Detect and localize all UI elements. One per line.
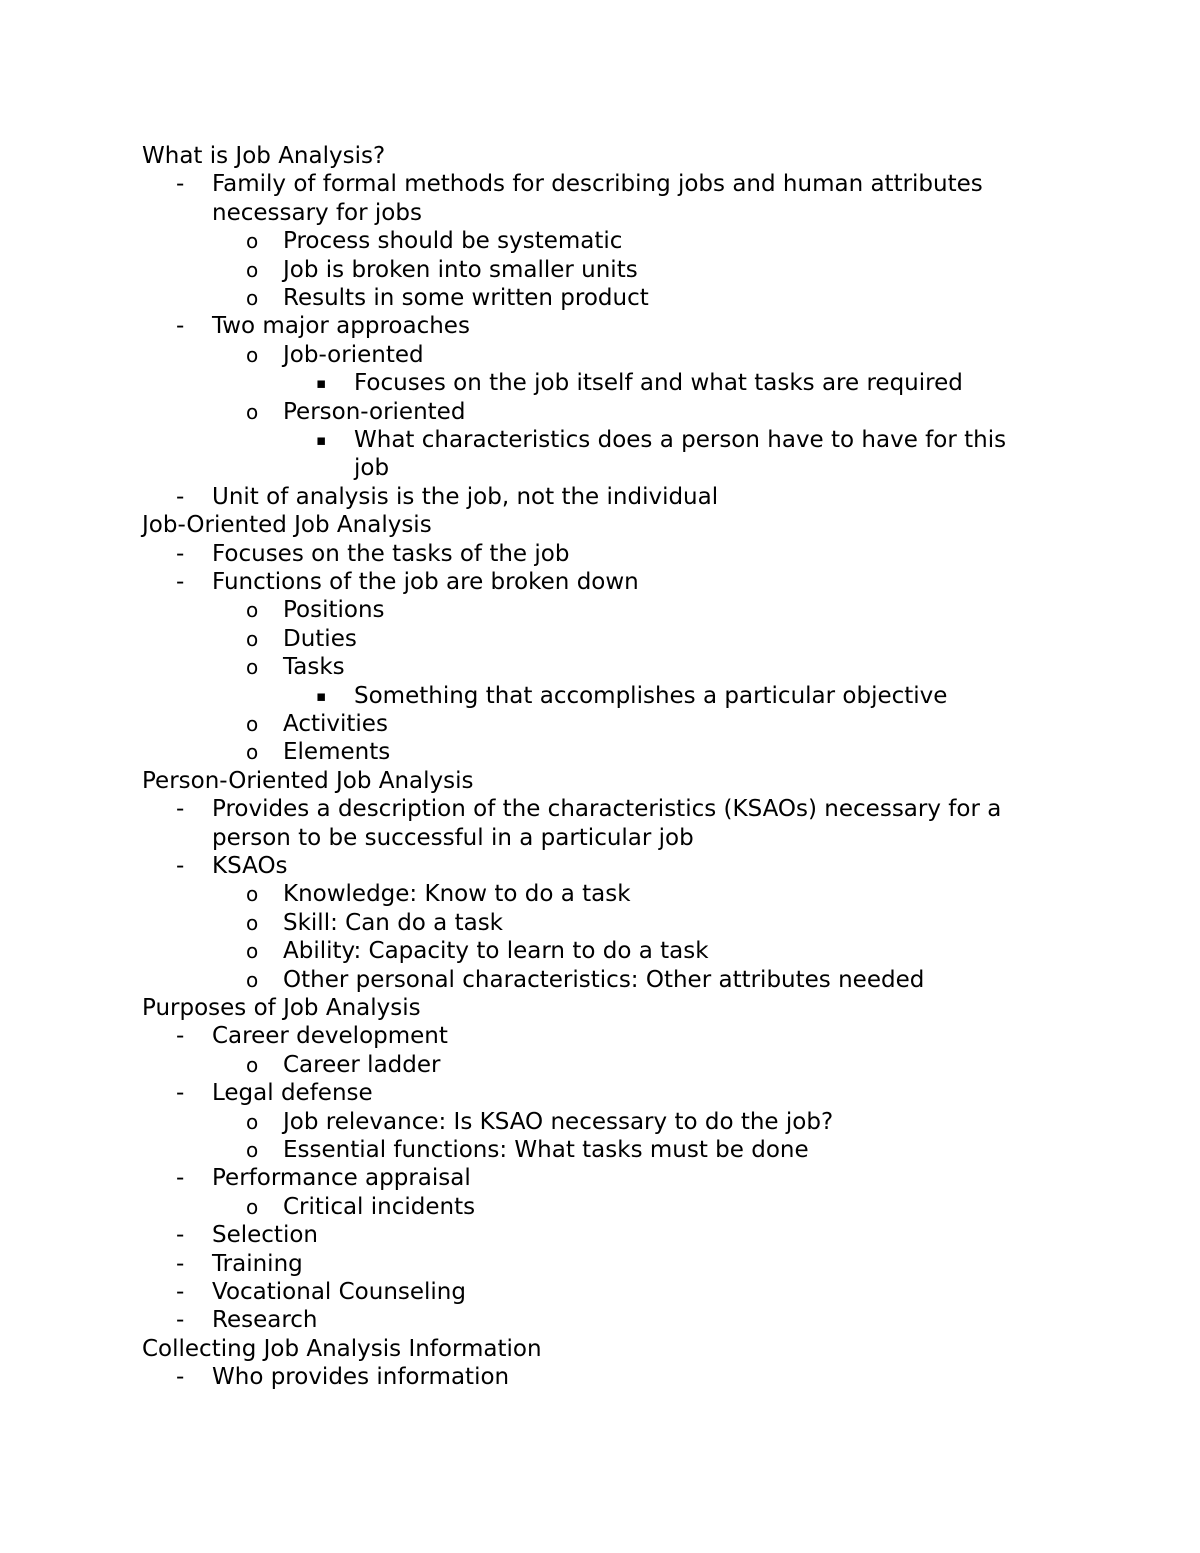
circle-bullet-marker: o: [246, 1138, 259, 1162]
sub-bullet-item: Career ladder: [283, 1052, 441, 1078]
circle-bullet-marker: o: [246, 229, 259, 253]
sub-bullet-item: Other personal characteristics: Other attributes needed: [283, 967, 925, 993]
bullet-item: Two major approaches: [212, 313, 470, 339]
sub-bullet-item: Knowledge: Know to do a task: [283, 881, 631, 907]
sub-bullet-item: Job-oriented: [283, 342, 424, 368]
sub-bullet-item: Tasks: [283, 654, 345, 680]
sub-bullet-item: Positions: [283, 597, 385, 623]
sub-bullet-item: Skill: Can do a task: [283, 910, 503, 936]
bullet-item: Training: [212, 1251, 303, 1277]
circle-bullet-marker: o: [246, 258, 259, 282]
bullet-item: Vocational Counseling: [212, 1279, 466, 1305]
circle-bullet-marker: o: [246, 911, 259, 935]
dash-bullet-marker: -: [176, 484, 185, 510]
dash-bullet-marker: -: [176, 569, 185, 595]
dash-bullet-marker: -: [176, 796, 185, 822]
bullet-item: Unit of analysis is the job, not the individual: [212, 484, 719, 510]
circle-bullet-marker: o: [246, 598, 259, 622]
circle-bullet-marker: o: [246, 400, 259, 424]
bullet-item: Family of formal methods for describing jobs and human attributes: [212, 171, 983, 197]
circle-bullet-marker: o: [246, 343, 259, 367]
circle-bullet-marker: o: [246, 286, 259, 310]
section-heading: Job-Oriented Job Analysis: [142, 512, 432, 538]
sub-sub-bullet-item-continuation: job: [354, 455, 390, 481]
circle-bullet-marker: o: [246, 882, 259, 906]
circle-bullet-marker: o: [246, 1053, 259, 1077]
bullet-item-continuation: person to be successful in a particular job: [212, 825, 694, 851]
circle-bullet-marker: o: [246, 939, 259, 963]
sub-sub-bullet-item: Focuses on the job itself and what tasks are required: [354, 370, 963, 396]
bullet-item-continuation: necessary for jobs: [212, 200, 422, 226]
dash-bullet-marker: -: [176, 1023, 185, 1049]
bullet-item: Provides a description of the characteristics (KSAOs) necessary for a: [212, 796, 1002, 822]
section-heading: Collecting Job Analysis Information: [142, 1336, 542, 1362]
bullet-item: KSAOs: [212, 853, 288, 879]
bullet-item: Functions of the job are broken down: [212, 569, 639, 595]
square-bullet-marker: ▪: [316, 687, 327, 705]
bullet-item: Selection: [212, 1222, 318, 1248]
circle-bullet-marker: o: [246, 627, 259, 651]
dash-bullet-marker: -: [176, 1279, 185, 1305]
section-heading: Person-Oriented Job Analysis: [142, 768, 474, 794]
dash-bullet-marker: -: [176, 1165, 185, 1191]
sub-bullet-item: Critical incidents: [283, 1194, 476, 1220]
square-bullet-marker: ▪: [316, 374, 327, 392]
dash-bullet-marker: -: [176, 1222, 185, 1248]
dash-bullet-marker: -: [176, 1307, 185, 1333]
dash-bullet-marker: -: [176, 171, 185, 197]
sub-bullet-item: Job relevance: Is KSAO necessary to do the job?: [283, 1109, 834, 1135]
sub-bullet-item: Job is broken into smaller units: [283, 257, 638, 283]
sub-bullet-item: Duties: [283, 626, 357, 652]
sub-bullet-item: Person-oriented: [283, 399, 466, 425]
bullet-item: Career development: [212, 1023, 448, 1049]
dash-bullet-marker: -: [176, 541, 185, 567]
bullet-item: Who provides information: [212, 1364, 510, 1390]
square-bullet-marker: ▪: [316, 431, 327, 449]
dash-bullet-marker: -: [176, 1364, 185, 1390]
bullet-item: Legal defense: [212, 1080, 373, 1106]
dash-bullet-marker: -: [176, 313, 185, 339]
bullet-item: Research: [212, 1307, 318, 1333]
sub-bullet-item: Process should be systematic: [283, 228, 623, 254]
bullet-item: Performance appraisal: [212, 1165, 471, 1191]
circle-bullet-marker: o: [246, 1110, 259, 1134]
section-heading: What is Job Analysis?: [142, 143, 386, 169]
circle-bullet-marker: o: [246, 655, 259, 679]
circle-bullet-marker: o: [246, 968, 259, 992]
section-heading: Purposes of Job Analysis: [142, 995, 421, 1021]
sub-bullet-item: Ability: Capacity to learn to do a task: [283, 938, 709, 964]
circle-bullet-marker: o: [246, 712, 259, 736]
sub-sub-bullet-item: What characteristics does a person have to have for this: [354, 427, 1007, 453]
sub-bullet-item: Results in some written product: [283, 285, 649, 311]
circle-bullet-marker: o: [246, 1195, 259, 1219]
dash-bullet-marker: -: [176, 1251, 185, 1277]
dash-bullet-marker: -: [176, 1080, 185, 1106]
sub-bullet-item: Essential functions: What tasks must be done: [283, 1137, 809, 1163]
dash-bullet-marker: -: [176, 853, 185, 879]
circle-bullet-marker: o: [246, 740, 259, 764]
sub-bullet-item: Activities: [283, 711, 388, 737]
bullet-item: Focuses on the tasks of the job: [212, 541, 570, 567]
sub-bullet-item: Elements: [283, 739, 391, 765]
sub-sub-bullet-item: Something that accomplishes a particular objective: [354, 683, 948, 709]
